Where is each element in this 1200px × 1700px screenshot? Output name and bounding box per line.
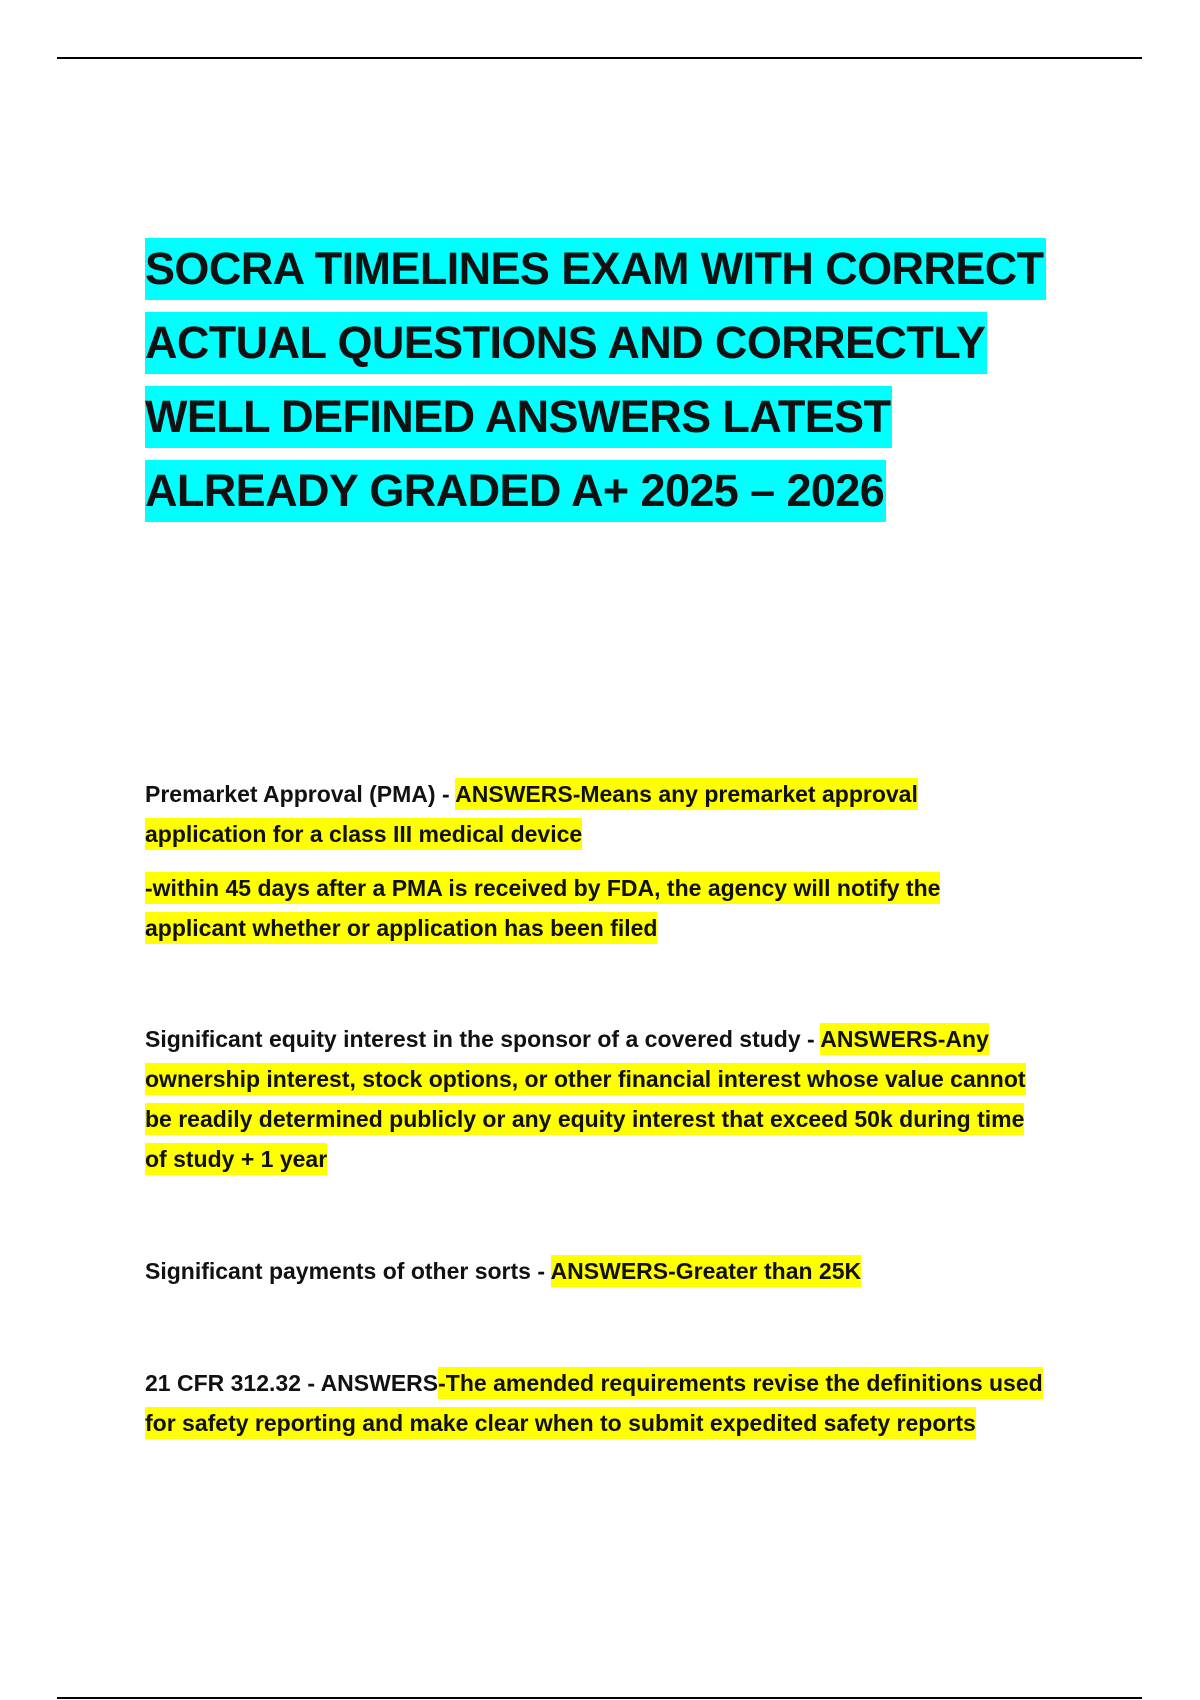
document-title — [145, 232, 1085, 528]
qa-answer: -The amended requirements revise the definitions used for safety reporting and make clear when to submit expedited safety reports — [145, 1367, 1043, 1439]
qa-answer: ANSWERS-Means any premarket approval application for a class III medical device — [145, 778, 918, 850]
qa-answer: ANSWERS-Greater than 25K — [551, 1255, 862, 1287]
qa-item-equity — [145, 1019, 1045, 1179]
title-line-4: ALREADY GRADED A+ 2025 – 2026 — [145, 454, 1085, 528]
qa-item-payments — [145, 1251, 1045, 1291]
top-rule — [57, 57, 1142, 59]
title-line-1: SOCRA TIMELINES EXAM WITH CORRECT — [145, 232, 1085, 306]
title-line-3: WELL DEFINED ANSWERS LATEST — [145, 380, 1085, 454]
qa-answer: ANSWERS-Any ownership interest, stock options, or other financial interest whose value cannot be readily determined publicly or any equity interest that exceed 50k during time of study + 1 year — [145, 1023, 1026, 1175]
qa-term: 21 CFR 312.32 - ANSWERS — [145, 1370, 439, 1396]
qa-term: Premarket Approval (PMA) - — [145, 781, 456, 807]
qa-term: Significant equity interest in the sponsor of a covered study - — [145, 1026, 821, 1052]
qa-item-pma — [145, 774, 1045, 854]
bottom-rule — [57, 1697, 1142, 1699]
qa-term: Significant payments of other sorts - — [145, 1258, 551, 1284]
qa-answer-extra: -within 45 days after a PMA is received by FDA, the agency will notify the applicant whether or application has been filed — [145, 872, 940, 944]
title-line-2: ACTUAL QUESTIONS AND CORRECTLY — [145, 306, 1085, 380]
qa-item-cfr — [145, 1363, 1045, 1443]
qa-item-pma-extra — [145, 868, 1045, 948]
